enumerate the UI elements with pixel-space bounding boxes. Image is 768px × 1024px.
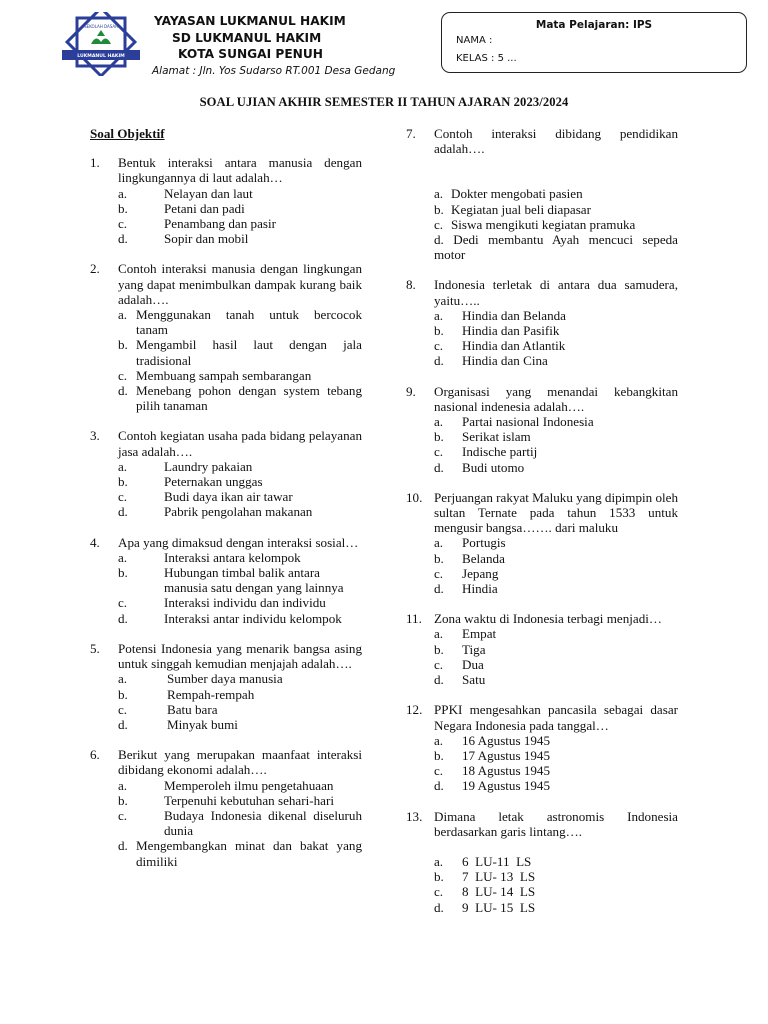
option-d[interactable] [434,232,678,262]
option-letter: a. [434,307,444,323]
question-12 [406,702,678,793]
question-text: Zona waktu di Indonesia terbagi menjadi… [434,611,662,627]
option-text: Dokter mengobati pasien [451,186,583,202]
option-a[interactable] [118,459,362,474]
question-text: Bentuk interaksi antara manusia dengan lingkungannya di laut adalah… [118,155,362,186]
question-text: Perjuangan rakyat Maluku yang dipimpin oleh sultan Ternate pada tahun 1533 untuk mengusir bangsa……. dari maluku [434,489,678,536]
question-column-left [90,126,362,869]
option-d[interactable] [434,672,678,687]
option-text: Belanda [462,550,505,566]
option-text: Hindia [462,581,498,597]
option-text: Peternakan unggas [164,474,263,490]
option-letter: b. [434,201,444,217]
option-text: Hindia dan Atlantik [462,338,566,354]
option-letter: d. [434,459,444,475]
option-letter: b. [118,474,128,490]
option-letter: a. [118,777,128,793]
question-2 [90,261,362,413]
option-c[interactable] [118,489,362,504]
question-5 [90,641,362,732]
option-text: Interaksi antar individu kelompok [164,610,342,626]
option-letter: c. [118,701,128,717]
option-letter: d. [118,504,128,520]
option-b[interactable] [434,202,678,217]
option-text: Dedi membantu Ayah mencuci sepeda motor [434,232,678,263]
option-letter: d. [118,610,128,626]
option-letter: c. [118,595,128,611]
option-letter: b. [434,747,444,763]
exam-title: SOAL UJIAN AKHIR SEMESTER II TAHUN AJARAN 2023/2024 [199,95,569,109]
option-letter: b. [434,429,444,445]
option-text: Budaya Indonesia dikenal diseluruh dunia [164,807,362,839]
option-text: Siswa mengikuti kegiatan pramuka [451,216,636,232]
option-text: Hubungan timbal balik antara manusia satu dengan yang lainnya [164,565,344,596]
option-text: Empat [462,626,497,642]
option-d[interactable] [118,717,362,732]
option-text: Jepang [462,565,499,581]
option-letter: b. [118,200,128,216]
option-d[interactable] [434,353,678,368]
question-4 [90,535,362,626]
subject-label: Mata Pelajaran: IPS [535,19,653,31]
option-c[interactable] [434,444,678,459]
question-text: Contoh kegiatan usaha pada bidang pelayanan jasa adalah…. [118,428,362,459]
option-text: 7 LU- 13 LS [462,869,536,885]
option-letter: c. [434,884,444,900]
option-text: Interaksi antara kelompok [164,549,301,565]
option-letter: d. [118,838,128,854]
question-number: 12. [406,702,423,718]
question-number: 9. [406,383,416,399]
question-number: 5. [90,640,100,656]
option-letter: b. [434,641,444,657]
option-letter: c. [118,216,128,232]
question-13 [406,809,678,915]
option-text: Serikat islam [462,429,531,445]
option-text: 16 Agustus 1945 [462,732,551,748]
option-c[interactable] [118,702,362,717]
question-3 [90,428,362,519]
option-letter: b. [118,792,128,808]
option-b[interactable] [434,323,678,338]
option-c[interactable] [434,566,678,581]
option-text: Menebang pohon dengan system tebang pilih tanaman [136,383,362,414]
question-number: 4. [90,534,100,550]
option-letter: a. [118,549,128,565]
question-text: PPKI mengesahkan pancasila sebagai dasar Negara Indonesia pada tanggal… [434,702,678,733]
question-11 [406,611,678,687]
document-header [0,0,768,90]
option-text: Rempah-rempah [167,686,255,702]
option-text: Sopir dan mobil [164,231,249,247]
option-text: 18 Agustus 1945 [462,763,551,779]
question-text: Dimana letak astronomis Indonesia berdasarkan garis lintang…. [434,808,678,839]
option-letter: c. [118,807,128,823]
option-text: Tiga [462,641,486,657]
option-text: Interaksi individu dan individu [164,595,326,611]
option-letter: d. [434,672,444,688]
option-a[interactable] [434,414,678,429]
option-b[interactable] [118,687,362,702]
option-c[interactable] [118,808,362,838]
question-8 [406,277,678,368]
question-number: 2. [90,261,100,277]
option-a[interactable] [118,307,362,337]
question-number: 6. [90,747,100,763]
option-text: 19 Agustus 1945 [462,778,551,794]
section-heading: Soal Objektif [90,126,165,141]
question-number: 3. [90,428,100,444]
option-letter: a. [118,307,128,323]
option-text: Laundry pakaian [164,458,253,474]
option-d[interactable] [434,581,678,596]
option-text: Kegiatan jual beli diapasar [451,201,591,217]
option-letter: a. [434,186,444,202]
city-name: KOTA SUNGAI PENUH [178,47,323,61]
option-c[interactable] [118,216,362,231]
option-letter: b. [118,686,128,702]
option-letter: a. [118,458,128,474]
question-text: Indonesia terletak di antara dua samudera, yaitu….. [434,277,678,308]
option-text: Pabrik pengolahan makanan [164,504,313,520]
question-text: Contoh interaksi dibidang pendidikan adalah…. [434,126,678,157]
option-letter: d. [118,383,128,399]
option-letter: d. [118,231,128,247]
question-6 [90,747,362,869]
question-text: Potensi Indonesia yang menarik bangsa asing untuk singgah kemudian menjajah adalah…. [118,640,362,672]
option-b[interactable] [118,201,362,216]
option-d[interactable] [434,460,678,475]
option-a[interactable] [434,535,678,550]
option-text: Sumber daya manusia [167,671,283,687]
option-letter: a. [118,671,128,687]
question-number: 7. [406,126,416,141]
option-letter: d. [434,581,444,597]
option-c[interactable] [434,657,678,672]
option-text: Mengambil hasil laut dengan jala tradisional [136,337,362,368]
option-text: Menggunakan tanah untuk bercocok tanam [136,307,362,338]
option-text: Satu [462,672,486,688]
option-letter: a. [434,414,444,430]
option-a[interactable] [118,186,362,201]
option-letter: c. [434,656,444,672]
option-letter: c. [434,444,444,460]
option-letter: a. [118,185,128,201]
logo-top-text: SEKOLAH DASAR [84,24,118,29]
option-letter: a. [434,535,444,551]
option-text: Hindia dan Belanda [462,307,566,323]
option-c[interactable] [434,763,678,778]
question-number: 13. [406,808,423,824]
student-info-box [441,12,747,73]
option-c[interactable] [118,595,362,610]
option-b[interactable] [434,429,678,444]
foundation-name: YAYASAN LUKMANUL HAKIM [154,14,346,28]
question-number: 8. [406,277,416,293]
option-a[interactable] [434,186,678,201]
option-text: Batu bara [167,701,218,717]
option-c[interactable] [434,338,678,353]
logo-bottom-text: LUKMANUL HAKIM [77,54,125,59]
option-d[interactable] [434,778,678,793]
option-text: Hindia dan Cina [462,353,548,369]
option-text: Indische partij [462,444,538,460]
option-c[interactable] [434,884,678,899]
option-d[interactable] [118,231,362,246]
option-text: Portugis [462,535,506,551]
option-letter: a. [434,853,444,869]
option-letter: c. [434,565,444,581]
question-9 [406,384,678,475]
option-letter: c. [434,338,444,354]
option-b[interactable] [118,565,362,595]
option-letter: b. [434,869,444,885]
option-letter: b. [434,550,444,566]
option-letter: b. [118,565,128,581]
option-b[interactable] [434,551,678,566]
option-letter: d. [434,899,444,915]
school-address: Alamat : Jln. Yos Sudarso RT.001 Desa Gedang [152,65,396,77]
question-text: Contoh interaksi manusia dengan lingkungan yang dapat menimbulkan dampak kurang baik adalah…. [118,261,362,307]
option-letter: b. [434,323,444,339]
option-text: 17 Agustus 1945 [462,747,551,763]
option-letter: c. [118,367,128,383]
question-7 [406,126,678,262]
option-a[interactable] [434,854,678,869]
option-letter: b. [118,337,128,353]
option-text: Nelayan dan laut [164,185,253,201]
option-text: Minyak bumi [167,716,238,732]
question-column-right [406,126,678,915]
question-text: Berikut yang merupakan maanfaat interaksi dibidang ekonomi adalah…. [118,747,362,778]
option-text: Budi daya ikan air tawar [164,489,293,505]
option-c[interactable] [434,217,678,232]
option-a[interactable] [434,626,678,641]
question-1 [90,155,362,246]
option-b[interactable] [434,748,678,763]
question-number: 11. [406,611,422,627]
option-b[interactable] [118,337,362,367]
option-text: 8 LU- 14 LS [462,884,536,900]
question-number: 10. [406,489,423,505]
option-letter: a. [434,626,444,642]
option-text: Dua [462,656,484,672]
option-text: Mengembangkan minat dan bakat yang dimiliki [136,838,362,869]
option-text: Terpenuhi kebutuhan sehari-hari [164,792,334,808]
option-letter: d. [434,778,444,794]
option-text: Petani dan padi [164,200,245,216]
option-d[interactable] [434,900,678,915]
option-b[interactable] [434,869,678,884]
option-letter: d. [118,716,128,732]
option-b[interactable] [118,474,362,489]
option-text: Partai nasional Indonesia [462,414,594,430]
option-letter: d. [434,353,444,369]
option-text: Membuang sampah sembarangan [136,367,312,383]
option-b[interactable] [434,642,678,657]
name-field[interactable]: NAMA : [456,35,493,46]
option-letter: c. [118,489,128,505]
class-field[interactable]: KELAS : 5 ... [456,53,517,64]
option-text: 9 LU- 15 LS [462,899,536,915]
option-letter: c. [434,216,444,232]
option-text: 6 LU-11 LS [462,853,532,869]
question-text: Organisasi yang menandai kebangkitan nasional indenesia adalah…. [434,383,678,414]
option-letter: c. [434,763,444,779]
option-letter: a. [434,732,444,748]
question-number: 1. [90,155,100,171]
option-text: Budi utomo [462,459,525,475]
option-text: Memperoleh ilmu pengetahuaan [164,777,334,793]
option-c[interactable] [118,368,362,383]
option-a[interactable] [118,671,362,686]
question-10 [406,490,678,596]
option-a[interactable] [118,778,362,793]
option-text: Hindia dan Pasifik [462,323,560,339]
option-a[interactable] [118,550,362,565]
option-text: Penambang dan pasir [164,216,276,232]
school-name: SD LUKMANUL HAKIM [172,31,322,45]
option-d[interactable] [118,838,362,868]
option-letter: d. [434,232,444,248]
option-d[interactable] [118,504,362,519]
option-d[interactable] [118,611,362,626]
school-logo [60,12,142,76]
option-d[interactable] [118,383,362,413]
option-a[interactable] [434,308,678,323]
option-a[interactable] [434,733,678,748]
question-text: Apa yang dimaksud dengan interaksi sosial… [118,534,359,550]
option-b[interactable] [118,793,362,808]
